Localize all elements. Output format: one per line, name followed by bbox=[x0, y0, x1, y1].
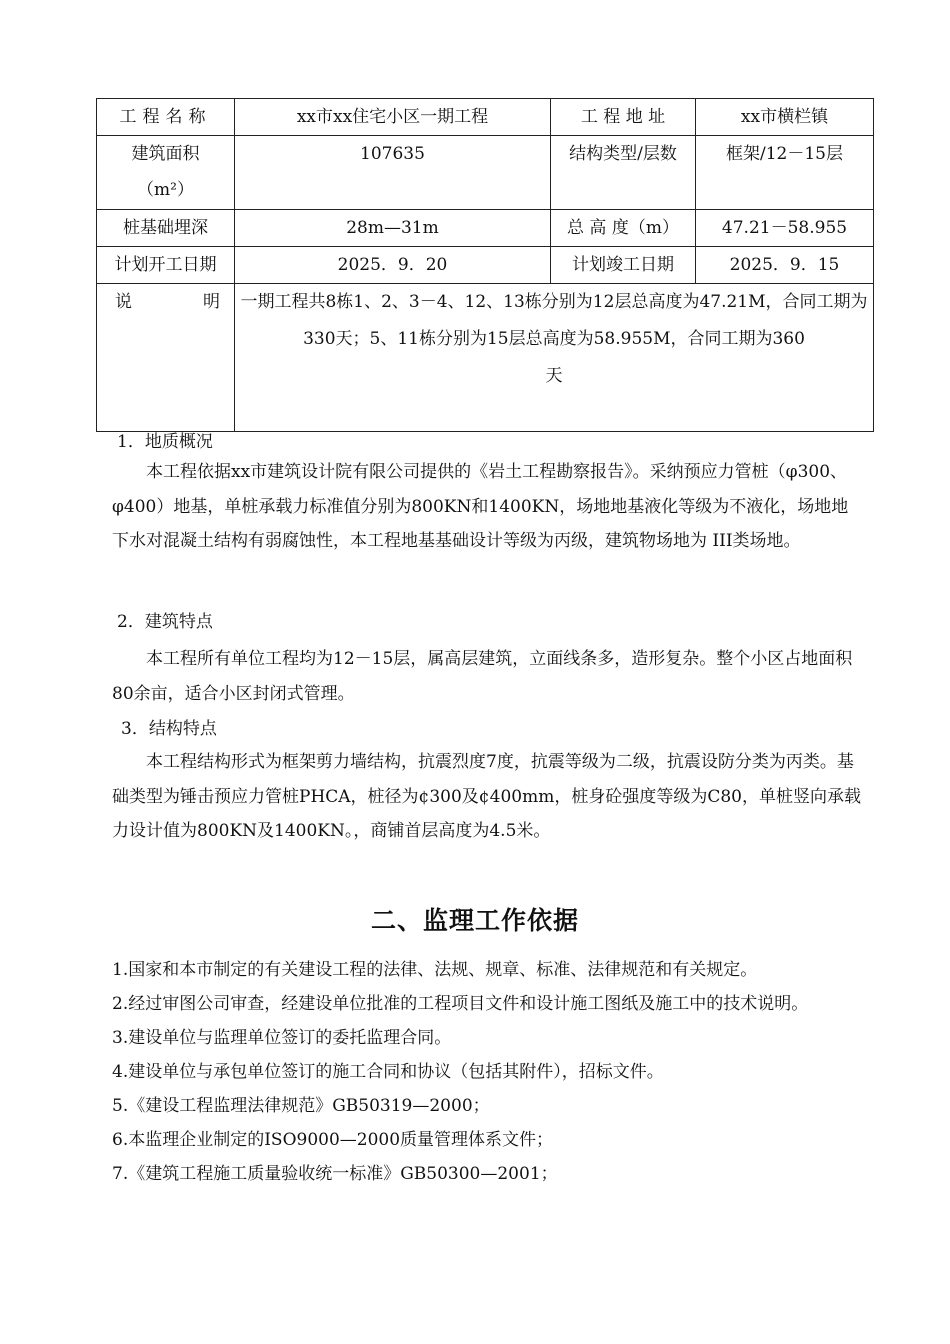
total-height-value: 47.21－58.955 bbox=[696, 210, 874, 247]
project-name-label: 工程名称 bbox=[97, 99, 235, 136]
planned-start-value: 2025．9．20 bbox=[235, 247, 551, 284]
building-area-label-line1: 建筑面积 bbox=[131, 144, 200, 164]
list-item: 5.《建设工程监理法律规范》GB50319—2000； bbox=[112, 1096, 490, 1116]
architecture-paragraph bbox=[112, 642, 864, 711]
description-label-char2: 明 bbox=[203, 292, 220, 312]
list-item: 3.建设单位与监理单位签订的委托监理合同。 bbox=[112, 1028, 452, 1048]
geology-text: 本工程依据xx市建筑设计院有限公司提供的《岩土工程勘察报告》。采纳预应力管桩（φ300、φ400）地基，单桩承载力标准值分别为800KN和1400KN，场地地基液化等级为不液化，场地地下水对混凝土结构有弱腐蚀性，本工程地基基础设计等级为丙级，建筑物场地为 III类场地。 bbox=[112, 462, 849, 551]
table-row bbox=[97, 136, 874, 210]
pile-depth-value: 28m—31m bbox=[235, 210, 551, 247]
project-info-table bbox=[96, 98, 874, 432]
planned-start-label: 计划开工日期 bbox=[97, 247, 235, 284]
description-text: 一期工程共8栋1、2、3－4、12、13栋分别为12层总高度为47.21M，合同工期为330天；5、11栋分别为15层总高度为58.955M，合同工期为360 bbox=[240, 292, 868, 349]
list-item: 4.建设单位与承包单位签订的施工合同和协议（包括其附件），招标文件。 bbox=[112, 1062, 664, 1082]
structure-type-label: 结构类型/层数 bbox=[551, 136, 696, 210]
section-title: 二、监理工作依据 bbox=[370, 906, 579, 935]
table-row bbox=[97, 210, 874, 247]
planned-end-label: 计划竣工日期 bbox=[551, 247, 696, 284]
table-row bbox=[97, 284, 874, 432]
basis-list bbox=[112, 953, 864, 1191]
structure-text: 本工程结构形式为框架剪力墙结构，抗震烈度7度，抗震等级为二级，抗震设防分类为丙类。基础类型为锤击预应力管桩PHCA，桩径为¢300及¢400mm，桩身砼强度等级为C80，单桩竖向承载力设计值为800KN及1400KN。，商铺首层高度为4.5米。 bbox=[112, 752, 861, 841]
description-value bbox=[235, 284, 874, 432]
list-item: 2.经过审图公司审查，经建设单位批准的工程项目文件和设计施工图纸及施工中的技术说明。 bbox=[112, 994, 809, 1014]
geology-heading: 1．地质概况 bbox=[117, 432, 213, 452]
table-row bbox=[97, 247, 874, 284]
geology-paragraph bbox=[112, 455, 864, 559]
list-item: 7.《建筑工程施工质量验收统一标准》GB50300—2001； bbox=[112, 1164, 558, 1184]
description-label bbox=[97, 284, 235, 432]
building-area-value: 107635 bbox=[235, 136, 551, 210]
project-name-value: xx市xx住宅小区一期工程 bbox=[235, 99, 551, 136]
table-row bbox=[97, 99, 874, 136]
architecture-heading: 2．建筑特点 bbox=[117, 612, 213, 632]
total-height-label: 总 高 度（m） bbox=[551, 210, 696, 247]
structure-type-value: 框架/12－15层 bbox=[696, 136, 874, 210]
description-text-end: 天 bbox=[545, 366, 563, 386]
project-address-value: xx市横栏镇 bbox=[696, 99, 874, 136]
building-area-label bbox=[97, 136, 235, 210]
list-item: 6.本监理企业制定的ISO9000—2000质量管理体系文件； bbox=[112, 1130, 554, 1150]
description-label-char1: 说 bbox=[115, 292, 132, 312]
planned-end-value: 2025．9．15 bbox=[696, 247, 874, 284]
pile-depth-label: 桩基础埋深 bbox=[97, 210, 235, 247]
list-item: 1.国家和本市制定的有关建设工程的法律、法规、规章、标准、法律规范和有关规定。 bbox=[112, 960, 758, 980]
structure-heading: 3．结构特点 bbox=[121, 719, 217, 739]
structure-paragraph bbox=[112, 745, 864, 849]
architecture-text: 本工程所有单位工程均为12－15层，属高层建筑，立面线条多，造形复杂。整个小区占地面积80余亩，适合小区封闭式管理。 bbox=[112, 649, 853, 704]
project-address-label: 工 程 地 址 bbox=[551, 99, 696, 136]
building-area-label-line2: （m²） bbox=[137, 180, 194, 200]
